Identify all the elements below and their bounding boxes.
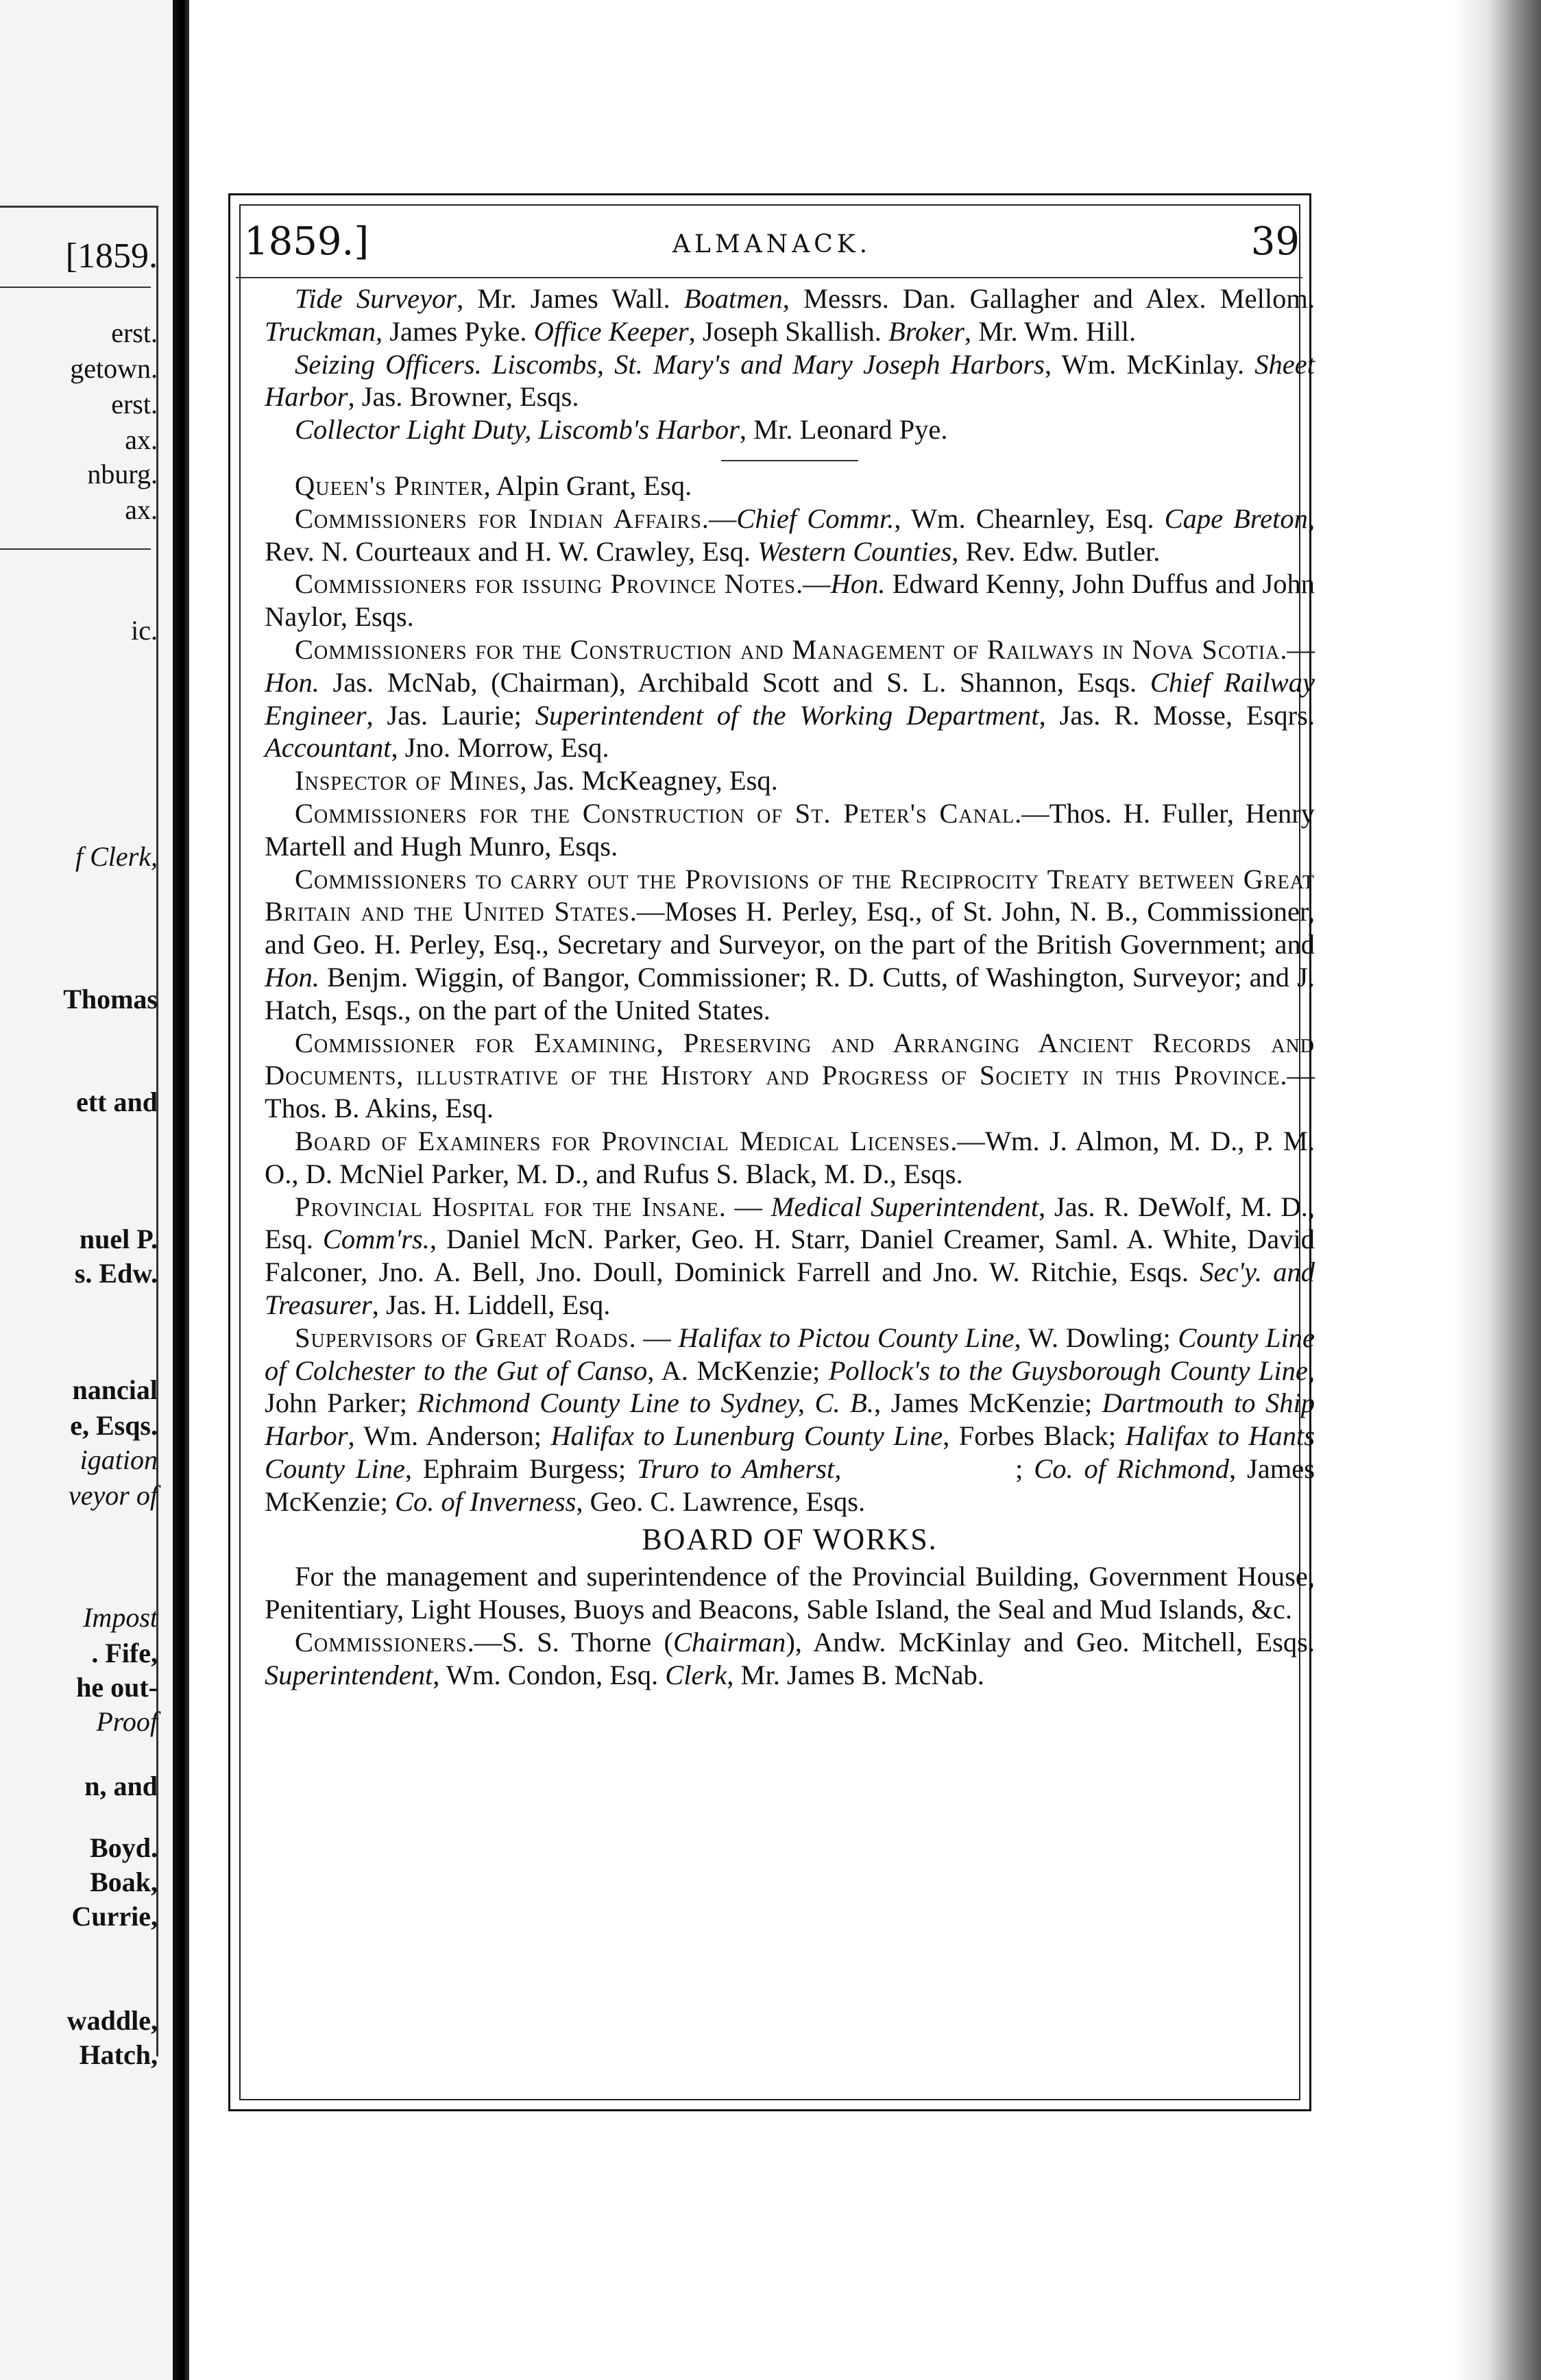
tide-surveyor-entry: Tide Surveyor, Mr. James Wall. Boatmen, Messrs. Dan. Gallagher and Alex. Mellom. Truckman, James Pyke. Office Keeper, Joseph Skallish. Broker, Mr. Wm. Hill. xyxy=(265,283,1315,347)
page-body xyxy=(265,282,1315,1692)
collector-entry: Collector Light Duty, Liscomb's Harbor, Mr. Leonard Pye. xyxy=(295,414,948,446)
book-page-edge xyxy=(1452,0,1541,2380)
left-divider xyxy=(0,287,151,288)
railways-entry: Commissioners for the Construction and Management of Railways in Nova Scotia.—Hon. Jas. McNab, (Chairman), Archibald Scott and S. L. Shannon, Esqs. Chief Railway Engineer, Jas. Laurie; Superintendent of the Working Department, Jas. R. Mosse, Esqrs. Accountant, Jno. Morrow, Esq. xyxy=(265,633,1315,764)
left-fragment: ic. xyxy=(131,615,158,646)
left-fragment: erst. xyxy=(111,317,158,348)
left-fragment: Proof xyxy=(96,1706,158,1737)
left-fragment: Impost xyxy=(83,1602,158,1633)
left-fragment: f Clerk, xyxy=(75,841,158,872)
page-number: 39 xyxy=(1250,219,1300,264)
left-fragment: Boak, xyxy=(90,1867,158,1897)
left-fragment: nburg. xyxy=(87,459,158,489)
running-header xyxy=(244,218,1300,273)
left-fragment: s. Edw. xyxy=(74,1258,158,1289)
left-fragment: Thomas xyxy=(63,984,158,1015)
left-fragment: nancial xyxy=(72,1374,158,1405)
left-page-fragment xyxy=(0,0,173,2380)
seizing-officers-entry: Seizing Officers. Liscombs, St. Mary's and Mary Joseph Harbors, Wm. McKinlay. Sheet Harbor, Jas. Browner, Esqs. xyxy=(265,348,1315,413)
section-divider xyxy=(721,460,858,461)
left-fragment: erst. xyxy=(111,389,158,420)
left-divider xyxy=(0,548,151,550)
mines-entry: Inspector of Mines, Jas. McKeagney, Esq. xyxy=(295,765,778,797)
left-page-year: [1859. xyxy=(65,236,158,276)
left-fragment: igation xyxy=(80,1444,158,1475)
left-fragment: he out- xyxy=(76,1672,158,1703)
left-fragment: Boyd. xyxy=(90,1832,158,1863)
left-fragment: . Fife, xyxy=(91,1638,158,1668)
hospital-entry: Provincial Hospital for the Insane. — Medical Superintendent, Jas. R. DeWolf, M. D., Esq. Comm'rs., Daniel McN. Parker, Geo. H. Starr, Daniel Creamer, Saml. A. White, David Falconer, Jno. A. Bell, Jno. Doull, Dominick Farrell and Jno. W. Ritchie, Esqs. Sec'y. and Treasurer, Jas. H. Liddell, Esq. xyxy=(265,1191,1315,1320)
left-fragment: Hatch, xyxy=(79,2039,158,2070)
left-fragment: veyor of xyxy=(69,1480,158,1511)
header-year: 1859.] xyxy=(244,219,369,264)
province-notes-entry: Commissioners for issuing Province Notes.—Hon. Edward Kenny, John Duffus and John Naylor, Esqs. xyxy=(265,568,1315,633)
book-gutter xyxy=(173,0,189,2380)
canal-entry: Commissioners for the Construction of St. Peter's Canal.—Thos. H. Fuller, Henry Martell and Hugh Munro, Esqs. xyxy=(265,797,1315,862)
left-fragment: waddle, xyxy=(66,2005,158,2036)
medical-entry: Board of Examiners for Provincial Medical Licenses.—Wm. J. Almon, M. D., P. M. O., D. McNiel Parker, M. D., and Rufus S. Black, M. D., Esqs. xyxy=(265,1125,1315,1189)
board-of-works-heading: BOARD OF WORKS. xyxy=(642,1522,938,1557)
roads-entry: Supervisors of Great Roads. — Halifax to Pictou County Line, W. Dowling; County Line of Colchester to the Gut of Canso, A. McKenzie; Pollock's to the Guysborough County Line, John Parker; Richmond County Line to Sydney, C. B., James McKenzie; Dartmouth to Ship Harbor, Wm. Anderson; Halifax to Lunenburg County Line, Forbes Black; Halifax to Hants County Line, Ephraim Burgess; Truro to Amherst, ; Co. of Richmond, James McKenzie; Co. of Inverness, Geo. C. Lawrence, Esqs. xyxy=(265,1322,1315,1517)
header-title: ALMANACK. xyxy=(672,230,872,258)
almanack-page xyxy=(189,0,1452,2380)
left-fragment: n, and xyxy=(84,1771,158,1801)
left-fragment: getown. xyxy=(70,353,158,384)
queens-printer-entry: Queen's Printer, Alpin Grant, Esq. xyxy=(295,470,692,501)
left-fragment: ax. xyxy=(125,424,158,455)
left-page-border xyxy=(0,206,158,208)
reciprocity-entry: Commissioners to carry out the Provisions of the Reciprocity Treaty between Great Britain and the United States.—Moses H. Perley, Esq., of St. John, N. B., Commissioner, and Geo. H. Perley, Esq., Secretary and Surveyor, on the part of the British Government; and Hon. Benjm. Wiggin, of Bangor, Commissioner; R. D. Cutts, of Washington, Surveyor; and J. Hatch, Esqs., on the part of the United States. xyxy=(265,863,1315,1025)
header-rule xyxy=(236,277,1302,278)
left-fragment: e, Esqs. xyxy=(70,1410,158,1441)
left-fragment: ett and xyxy=(76,1086,158,1117)
left-fragment: nuel P. xyxy=(79,1224,158,1254)
left-fragment: ax. xyxy=(125,494,158,525)
records-entry: Commissioner for Examining, Preserving and Arranging Ancient Records and Documents, illustrative of the History and Progress of Society in this Province.—Thos. B. Akins, Esq. xyxy=(265,1027,1315,1124)
indian-affairs-entry: Commissioners for Indian Affairs.—Chief Commr., Wm. Chearnley, Esq. Cape Breton, Rev. N. Courteaux and H. W. Crawley, Esq. Western Counties, Rev. Edw. Butler. xyxy=(265,502,1315,567)
left-fragment: Currie, xyxy=(71,1901,158,1932)
board-of-works-commissioners: Commissioners.—S. S. Thorne (Chairman), Andw. McKinlay and Geo. Mitchell, Esqs. Superintendent, Wm. Condon, Esq. Clerk, Mr. James B. McNab. xyxy=(265,1627,1315,1690)
board-of-works-description: For the management and superintendence of the Provincial Building, Government House, Penitentiary, Light Houses, Buoys and Beacons, Sable Island, the Seal and Mud Islands, &c. xyxy=(265,1561,1315,1625)
